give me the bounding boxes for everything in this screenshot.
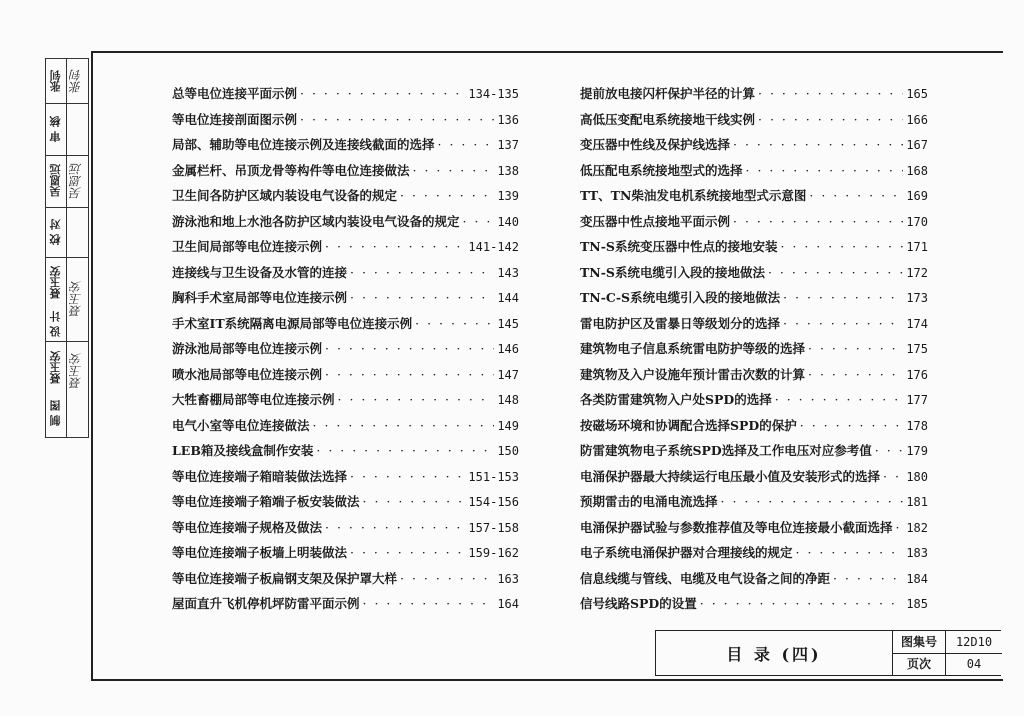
- dot-leader: [363, 596, 495, 611]
- toc-entry-page: 146: [497, 342, 519, 356]
- dot-leader: [338, 392, 495, 407]
- toc-entry: [172, 543, 519, 569]
- toc-entry-title: 提前放电接闪杆保护半径的计算: [580, 86, 756, 101]
- toc-entry-page: 141-142: [468, 240, 519, 254]
- dot-leader: [796, 545, 904, 560]
- toc-entry: [580, 135, 928, 161]
- dot-leader: [300, 86, 465, 101]
- toc-entry: [580, 110, 928, 136]
- toc-entry-page: 171: [906, 240, 928, 254]
- toc-entry: [172, 339, 519, 365]
- signature-design: 聂玉安: [69, 281, 83, 317]
- toc-entry: [580, 467, 928, 493]
- dot-leader: [896, 520, 904, 535]
- toc-entry-title: 变压器中性线及保护线选择: [580, 137, 731, 152]
- toc-entry: [580, 263, 928, 289]
- toc-entry: [172, 186, 519, 212]
- toc-entry-page: 150: [497, 444, 519, 458]
- dot-leader: [768, 265, 903, 280]
- toc-entry: [580, 186, 928, 212]
- toc-entry-page: 179: [906, 444, 928, 458]
- toc-entry-page: 184: [906, 571, 928, 586]
- dot-leader: [746, 163, 904, 178]
- toc-entry-page: 170: [906, 214, 928, 229]
- toc-entry: [172, 441, 519, 467]
- toc-entry-page: 137: [497, 138, 519, 152]
- toc-entry-title: LEB箱及接线盒制作安装: [172, 443, 314, 458]
- toc-entry-page: 154-156: [468, 495, 519, 509]
- toc-entry-page: 136: [497, 112, 519, 127]
- toc-entry-page: 182: [906, 520, 928, 535]
- toc-entry-page: 151-153: [468, 469, 519, 484]
- toc-entry-title: 建筑物及入户设施年预计雷击次数的计算: [580, 366, 806, 382]
- strip-label-audit: 审 核: [49, 116, 62, 142]
- toc-entry: [580, 569, 928, 595]
- dot-leader: [783, 316, 903, 331]
- strip-label-design: 设 计: [49, 311, 62, 337]
- dot-leader: [721, 494, 904, 509]
- toc-entry-page: 139: [497, 189, 519, 203]
- toc-entry-title: 大牲畜棚局部等电位连接示例: [172, 392, 335, 407]
- dot-leader: [415, 316, 494, 331]
- dot-leader: [325, 520, 465, 535]
- toc-entry-page: 163: [497, 571, 519, 586]
- toc-entry-page: 148: [497, 393, 519, 407]
- toc-entry-title: 防雷建筑物电子系统SPD选择及工作电压对应参考值: [580, 443, 872, 458]
- toc-entry: [172, 416, 519, 442]
- dot-leader: [350, 469, 465, 484]
- toc-entry-page: 180: [906, 469, 928, 484]
- toc-entry-title: 游泳池和地上水池各防护区域内装设电气设备的规定: [172, 213, 460, 229]
- toc-entry: [580, 237, 928, 263]
- dot-leader: [758, 86, 903, 101]
- strip-line: [46, 103, 88, 104]
- toc-entry-title: 雷电防护区及雷暴日等级划分的选择: [580, 315, 781, 331]
- toc-entry: [580, 314, 928, 340]
- signature-review: 吴恩远: [69, 163, 83, 199]
- toc-entry-page: 138: [497, 163, 519, 178]
- toc-entry: [172, 314, 519, 340]
- toc-entry-title: TN-S系统电缆引入段的接地做法: [580, 264, 765, 280]
- toc-entry-page: 174: [906, 316, 928, 331]
- strip-line: [46, 257, 88, 258]
- toc-entry-title: 高低压变配电系统接地干线实例: [580, 111, 756, 127]
- toc-entry-page: 165: [906, 87, 928, 101]
- toc-entry: [580, 84, 928, 110]
- dot-leader: [350, 290, 494, 305]
- toc-entry-page: 166: [906, 112, 928, 127]
- toc-entry-page: 168: [906, 163, 928, 178]
- dot-leader: [316, 443, 494, 458]
- toc-entry: [172, 135, 519, 161]
- toc-entry: [580, 288, 928, 314]
- toc-entry-title: 预期雷击的电涌电流选择: [580, 494, 718, 509]
- toc-entry-page: 183: [906, 546, 928, 560]
- toc-entry: [172, 365, 519, 391]
- toc-entry-page: 145: [497, 316, 519, 331]
- toc-entry: [172, 390, 519, 416]
- signature-strip: [45, 58, 89, 438]
- toc-entry: [580, 543, 928, 569]
- toc-entry: [172, 212, 519, 238]
- dot-leader: [733, 137, 903, 152]
- toc-entry: [580, 492, 928, 518]
- toc-entry-page: 169: [906, 189, 928, 203]
- toc-entry-title: 手术室IT系统隔离电源局部等电位连接示例: [172, 315, 413, 331]
- toc-entry-page: 172: [906, 265, 928, 280]
- toc-left-column: [172, 84, 519, 620]
- toc-entry-title: 低压配电系统接地型式的选择: [580, 162, 743, 178]
- toc-entry-title: TN-C-S系统电缆引入段的接地做法: [580, 290, 781, 305]
- toc-entry-page: 177: [906, 393, 928, 407]
- dot-leader: [733, 214, 903, 229]
- dot-leader: [875, 443, 904, 458]
- dot-leader: [833, 571, 903, 586]
- toc-entry: [580, 416, 928, 442]
- dot-leader: [808, 341, 903, 356]
- dot-leader: [300, 112, 494, 127]
- toc-entry-page: 147: [497, 367, 519, 382]
- toc-entry-page: 185: [906, 597, 928, 611]
- atlas-number-label: 图集号: [893, 631, 946, 654]
- toc-entry: [172, 492, 519, 518]
- toc-entry-title: 电涌保护器试验与参数推荐值及等电位连接最小截面选择: [580, 519, 893, 535]
- dot-leader: [325, 239, 465, 254]
- toc-entry: [172, 518, 519, 544]
- dot-leader: [758, 112, 903, 127]
- toc-entry: [172, 594, 519, 620]
- toc-entry: [172, 110, 519, 136]
- dot-leader: [783, 290, 903, 305]
- toc-entry-title: 等电位连接端子板扁钢支架及保护罩大样: [172, 570, 398, 586]
- strip-line: [46, 155, 88, 156]
- toc-entry-title: 卫生间局部等电位连接示例: [172, 239, 323, 254]
- toc-entry-title: 电子系统电涌保护器对合理接线的规定: [580, 545, 793, 560]
- strip-label-draw: 制 图: [49, 400, 62, 426]
- strip-name-design: 聂玉安: [49, 266, 62, 300]
- toc-entry: [580, 518, 928, 544]
- toc-entry-page: 159-162: [468, 546, 519, 560]
- toc-entry-title: 信息线缆与管线、电缆及电气设备之间的净距: [580, 570, 831, 586]
- toc-entry-page: 164: [497, 597, 519, 611]
- toc-entry: [580, 594, 928, 620]
- dot-leader: [463, 214, 495, 229]
- dot-leader: [775, 392, 904, 407]
- toc-entry-page: 143: [497, 265, 519, 280]
- atlas-number: 12D10: [946, 631, 1002, 654]
- toc-entry-page: 157-158: [468, 520, 519, 535]
- toc-entry-page: 149: [497, 418, 519, 433]
- dot-leader: [400, 571, 494, 586]
- toc-entry-page: 176: [906, 367, 928, 382]
- signature-approve: 张钊: [69, 69, 83, 93]
- toc-entry-title: 连接线与卫生设备及水管的连接: [172, 264, 348, 280]
- toc-entry-page: 144: [497, 291, 519, 305]
- toc-entry: [172, 161, 519, 187]
- toc-entry-title: 游泳池局部等电位连接示例: [172, 341, 323, 356]
- dot-leader: [780, 239, 903, 254]
- toc-entry: [580, 339, 928, 365]
- toc-entry-title: 按磁场环境和协调配合选择SPD的保护: [580, 417, 797, 433]
- dot-leader: [313, 418, 495, 433]
- strip-name-review: 吴恩远: [49, 164, 62, 198]
- toc-entry-page: 134-135: [468, 87, 519, 101]
- toc-entry-title: 等电位连接端子规格及做法: [172, 519, 323, 535]
- toc-entry: [172, 237, 519, 263]
- toc-entry-page: 167: [906, 138, 928, 152]
- toc-entry: [580, 212, 928, 238]
- dot-leader: [350, 545, 465, 560]
- toc-entry-title: 屋面直升飞机停机坪防雷平面示例: [172, 596, 360, 611]
- page-title: 目 录 (四): [656, 631, 893, 675]
- toc-entry-page: 181: [906, 495, 928, 509]
- strip-name-draw: 聂玉安: [49, 351, 62, 385]
- toc-entry-title: 等电位连接端子板墙上明装做法: [172, 545, 348, 560]
- dot-leader: [350, 265, 494, 280]
- strip-line: [46, 207, 88, 208]
- dot-leader: [438, 137, 495, 152]
- toc-entry-title: TN-S系统变压器中性点的接地安装: [580, 239, 778, 254]
- toc-entry-title: 信号线路SPD的设置: [580, 596, 697, 611]
- dot-leader: [325, 367, 494, 382]
- page-number: 04: [966, 657, 982, 671]
- toc-entry: [172, 84, 519, 110]
- dot-leader: [809, 188, 903, 203]
- toc-entry: [172, 263, 519, 289]
- toc-entry-page: 140: [497, 214, 519, 229]
- toc-entry-title: 变压器中性点接地平面示例: [580, 213, 731, 229]
- toc-entry: [172, 288, 519, 314]
- toc-entry-page: 175: [906, 342, 928, 356]
- toc-entry: [580, 441, 928, 467]
- toc-entry: [580, 365, 928, 391]
- strip-name-approve: 张钊: [49, 70, 62, 92]
- title-block: [655, 630, 1001, 676]
- toc-entry-title: 等电位连接端子箱端子板安装做法: [172, 494, 360, 509]
- toc-right-column: [580, 84, 928, 620]
- signature-draw: 聂玉安: [69, 353, 83, 389]
- dot-leader: [325, 341, 494, 356]
- toc-entry: [172, 467, 519, 493]
- toc-entry-title: 等电位连接剖面图示例: [172, 111, 298, 127]
- toc-entry-title: 各类防雷建筑物入户处SPD的选择: [580, 392, 772, 407]
- toc-entry-title: 喷水池局部等电位连接示例: [172, 366, 323, 382]
- toc-entry-title: 总等电位连接平面示例: [172, 86, 298, 101]
- toc-entry: [580, 390, 928, 416]
- strip-label-check: 校 对: [49, 219, 62, 245]
- dot-leader: [808, 367, 903, 382]
- toc-entry-title: 胸科手术室局部等电位连接示例: [172, 290, 348, 305]
- toc-entry-title: TT、TN柴油发电机系统接地型式示意图: [580, 188, 807, 203]
- dot-leader: [700, 596, 904, 611]
- toc-entry-title: 卫生间各防护区域内装设电气设备的规定: [172, 188, 398, 203]
- toc-entry-title: 等电位连接端子箱暗装做法选择: [172, 468, 348, 484]
- toc-entry: [172, 569, 519, 595]
- toc-entry-title: 电气小室等电位连接做法: [172, 417, 310, 433]
- toc-entry-page: 173: [906, 291, 928, 305]
- dot-leader: [413, 163, 495, 178]
- toc-entry-title: 局部、辅助等电位连接示例及连接线截面的选择: [172, 137, 435, 152]
- toc-entry-title: 电涌保护器最大持续运行电压最小值及安装形式的选择: [580, 468, 881, 484]
- strip-line: [46, 341, 88, 342]
- page-number-label: 页次: [893, 653, 946, 675]
- toc-entry-title: 建筑物电子信息系统雷电防护等级的选择: [580, 341, 806, 356]
- toc-entry-title: 金属栏杆、吊顶龙骨等构件等电位连接做法: [172, 162, 410, 178]
- dot-leader: [883, 469, 903, 484]
- toc-entry: [580, 161, 928, 187]
- dot-leader: [363, 494, 466, 509]
- dot-leader: [400, 188, 494, 203]
- dot-leader: [800, 418, 904, 433]
- toc-entry-page: 178: [906, 418, 928, 433]
